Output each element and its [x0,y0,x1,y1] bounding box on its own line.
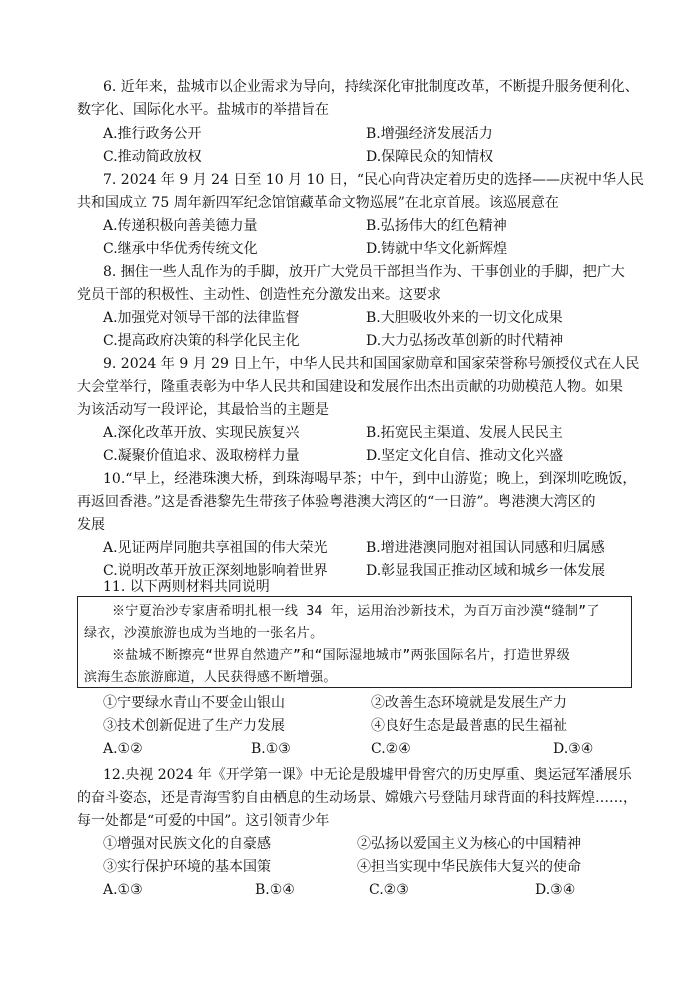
q7-stem-line1: 7. 2024 年 9 月 24 日至 10 月 10 日，“民心向背决定着历史的选择——庆祝中华人民 [103,172,644,188]
q7-stem-line2: 共和国成立 75 周年新四军纪念馆馆藏革命文物巡展”在北京首展。该巡展意在 [77,195,559,211]
q9-option-a: A.深化改革开放、实现民族复兴 [103,425,300,441]
q6-stem-line2: 数字化、国际化水平。盐城市的举措旨在 [77,102,329,118]
q11-option-a: A.①② [103,741,143,757]
q8-option-d: D.大力弘扬改革创新的时代精神 [366,333,564,349]
q10-stem-line3: 发展 [77,517,105,533]
q9-stem-line3: 为该活动写一段评论，其最恰当的主题是 [77,402,329,418]
q7-option-c: C.继承中华优秀传统文化 [103,241,258,257]
q9-option-b: B.拓宽民主渠道、发展人民民主 [366,425,563,441]
q9-option-d: D.坚定文化自信、推动文化兴盛 [366,448,564,464]
q11-material-line1: ※宁夏治沙专家唐希明扎根一线 34 年，运用治沙新技术，为百万亩沙漠“缝制”了 [112,604,600,619]
q11-statement-3: ③技术创新促进了生产力发展 [103,718,285,734]
q6-option-b: B.增强经济发展活力 [366,126,493,142]
q9-option-c: C.凝聚价值追求、汲取榜样力量 [103,448,300,464]
q12-stem-line2: 的奋斗姿态，还是青海雪豹自由栖息的生动场景、嫦娥六号登陆月球背面的科技辉煌……， [77,790,637,806]
q12-option-c: C.②③ [369,882,409,898]
q8-stem-line2: 党员干部的积极性、主动性、创造性充分激发出来。这要求 [77,287,441,303]
q6-option-d: D.保障民众的知情权 [366,149,494,165]
q12-statement-3: ③实行保护环境的基本国策 [103,859,271,875]
q10-option-a: A.见证两岸同胞共享祖国的伟大荣光 [103,540,328,556]
q11-material-box [77,596,632,688]
q9-stem-line1: 9. 2024 年 9 月 29 日上午，中华人民共和国国家勋章和国家荣誉称号颁授仪式在人民 [103,356,640,372]
q10-stem-line2: 再返回香港。”这是香港黎先生带孩子体验粤港澳大湾区的“一日游”。粤港澳大湾区的 [77,494,596,510]
q11-option-b: B.①③ [251,741,291,757]
q11-statement-2: ②改善生态环境就是发展生产力 [371,695,567,711]
q12-stem-line1: 12.央视 2024 年《开学第一课》中无论是殷墟甲骨窖穴的历史厚重、奥运冠军潘展乐 [103,767,632,783]
q6-stem-line1: 6. 近年来，盐城市以企业需求为导向，持续深化审批制度改革，不断提升服务便利化、 [103,79,639,95]
q8-option-c: C.提高政府决策的科学化民主化 [103,333,300,349]
q10-stem-line1: 10.“早上，经港珠澳大桥，到珠海喝早茶；中午，到中山游览；晚上，到深圳吃晚饭， [103,471,637,487]
q8-stem-line1: 8. 捆住一些人乱作为的手脚，放开广大党员干部担当作为、干事创业的手脚，把广大 [103,264,625,280]
q6-option-a: A.推行政务公开 [103,126,202,142]
q11-material-line3: ※盐城不断擦亮“世界自然遗产”和“国际湿地城市”两张国际名片，打造世界级 [112,648,571,663]
q8-option-a: A.加强党对领导干部的法律监督 [103,310,300,326]
q12-statement-4: ④担当实现中华民族伟大复兴的使命 [357,859,581,875]
q10-option-d: D.彰显我国正推动区域和城乡一体发展 [366,563,606,579]
q8-option-b: B.大胆吸收外来的一切文化成果 [366,310,563,326]
q12-option-a: A.①③ [103,882,143,898]
q11-statement-1: ①宁要绿水青山不要金山银山 [103,695,285,711]
q9-stem-line2: 大会堂举行，隆重表彰为中华人民共和国建设和发展作出杰出贡献的功勋模范人物。如果 [77,379,623,395]
q12-option-b: B.①④ [255,882,295,898]
q12-stem-line3: 每一处都是“可爱的中国”。这引领青少年 [77,813,330,829]
q11-stem: 11. 以下两则材料共同说明 [103,579,270,595]
q11-statement-4: ④良好生态是最普惠的民生福祉 [371,718,567,734]
q11-material-line4: 滨海生态旅游廊道，人民获得感不断增强。 [84,670,337,685]
q7-option-a: A.传递积极向善美德力量 [103,218,258,234]
q11-option-c: C.②④ [371,741,411,757]
q11-material-line2: 绿衣，沙漠旅游也成为当地的一张名片。 [84,626,324,641]
q7-option-b: B.弘扬伟大的红色精神 [366,218,507,234]
q12-statement-1: ①增强对民族文化的自豪感 [103,836,271,852]
q10-option-b: B.增进港澳同胞对祖国认同感和归属感 [366,540,605,556]
q6-option-c: C.推动简政放权 [103,149,202,165]
q7-option-d: D.铸就中华文化新辉煌 [366,241,508,257]
q12-option-d: D.③④ [535,882,576,898]
q10-option-c: C.说明改革开放正深刻地影响着世界 [103,563,328,579]
q11-option-d: D.③④ [553,741,594,757]
q12-statement-2: ②弘扬以爱国主义为核心的中国精神 [357,836,581,852]
